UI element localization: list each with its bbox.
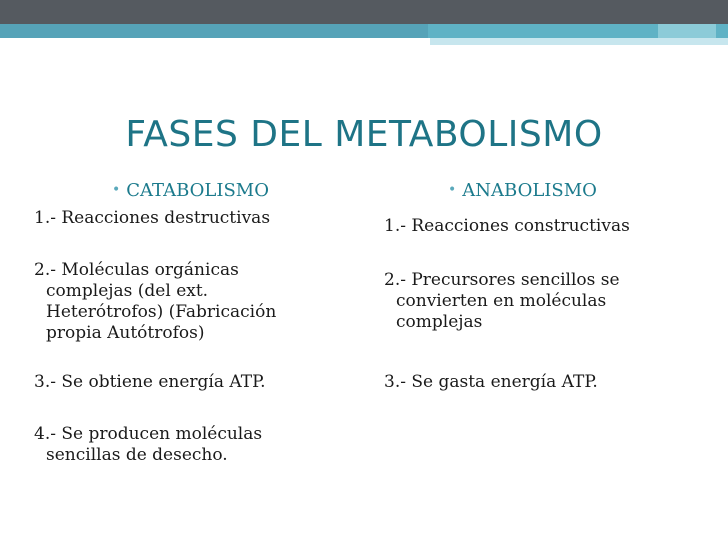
list-item: 1.- Reacciones constructivas	[384, 216, 630, 236]
bullet-dot-icon: •	[112, 182, 121, 198]
list-item: 2.- Moléculas orgánicas complejas (del ext. Heterótrofos) (Fabricación propia Autótrofos)	[34, 260, 277, 343]
anabolismo-heading	[448, 180, 597, 201]
list-item: 1.- Reacciones destructivas	[34, 208, 271, 228]
bullet-dot-icon: •	[448, 182, 457, 198]
list-item: 2.- Precursores sencillos se convierten en moléculas complejas	[384, 270, 620, 332]
accent-underline	[430, 38, 728, 45]
list-item: 3.- Se gasta energía ATP.	[384, 372, 598, 392]
top-banner	[0, 0, 728, 24]
slide-title: FASES DEL METABOLISMO	[125, 114, 603, 155]
accent-stripe	[658, 24, 716, 38]
catabolismo-heading	[112, 180, 269, 201]
anabolismo-heading-label: ANABOLISMO	[462, 180, 597, 201]
list-item: 4.- Se producen moléculas sencillas de desecho.	[34, 424, 263, 465]
catabolismo-heading-label: CATABOLISMO	[126, 180, 269, 201]
list-item: 3.- Se obtiene energía ATP.	[34, 372, 266, 392]
